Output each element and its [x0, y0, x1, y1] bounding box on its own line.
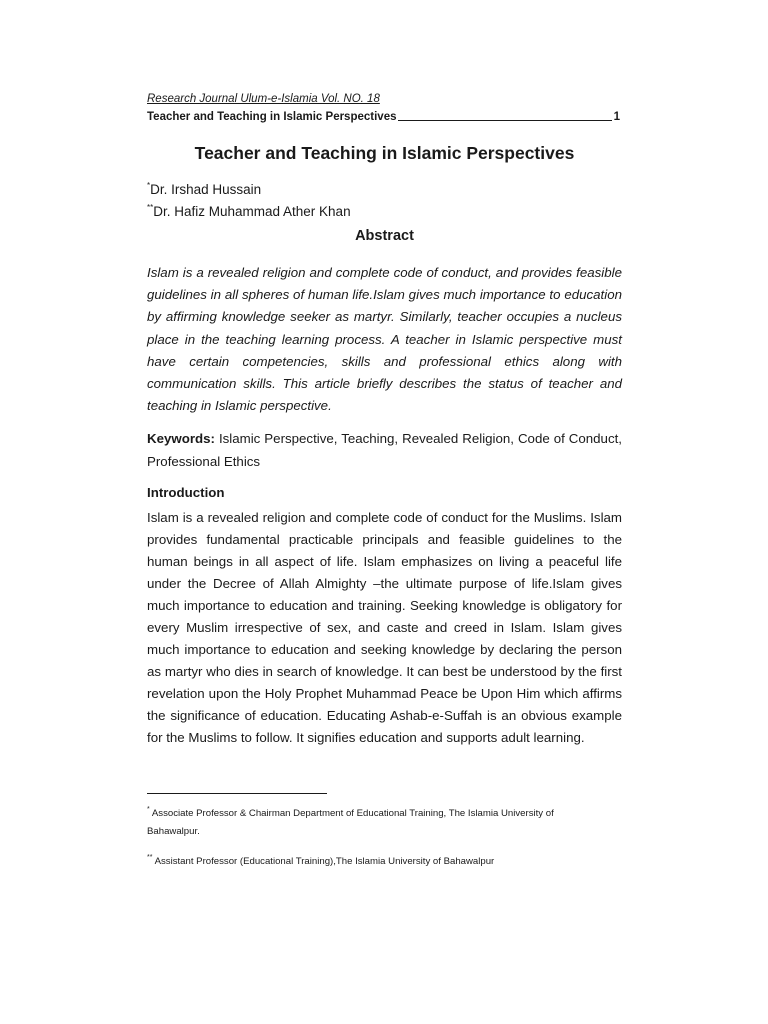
keywords-label: Keywords: — [147, 431, 215, 446]
footnote-2 — [147, 849, 607, 871]
page-number: 1 — [613, 111, 620, 123]
footnote-2-mark: ** — [147, 854, 153, 861]
footnote-separator — [147, 793, 327, 794]
introduction-text: Islam is a revealed religion and complete code of conduct for the Muslims. Islam provides fundamental practicable principals and feasible guidelines to the human beings in all aspect of life. Islam emphasizes on living a peaceful life under the Decree of Allah Almighty –the ultimate purpose of life.Islam gives much importance to education and training. Seeking knowledge is obligatory for every Muslim irrespective of sex, and caste and creed in Islam. Islam gives much importance to education and seeking knowledge by declaring the person as martyr who dies in search of knowledge. It can best be understood by the first revelation upon the Holy Prophet Muhammad Peace be Upon Him which affirms the significance of education. Educating Ashab-e-Suffah is an obvious example for the Muslims to follow. It signifies education and supports adult learning. — [147, 510, 622, 745]
journal-name: Research Journal Ulum-e-Islamia Vol. NO. 18 — [147, 93, 380, 105]
header-rule — [398, 120, 612, 121]
running-title: Teacher and Teaching in Islamic Perspectives — [147, 111, 397, 123]
keywords-text: Islamic Perspective, Teaching, Revealed Religion, Code of Conduct, Professional Ethics — [147, 431, 622, 469]
introduction-heading: Introduction — [147, 485, 225, 500]
footnote-1-mark: * — [147, 806, 150, 813]
author-1 — [147, 181, 261, 197]
author-2 — [147, 203, 351, 219]
author-2-name: Dr. Hafiz Muhammad Ather Khan — [153, 204, 351, 219]
article-title: Teacher and Teaching in Islamic Perspectives — [194, 143, 575, 163]
author-1-name: Dr. Irshad Hussain — [150, 182, 262, 197]
footnote-2-text: Assistant Professor (Educational Training),The Islamia University of Bahawalpur — [154, 856, 495, 867]
footnote-1-text: Associate Professor & Chairman Department of Educational Training, The Islamia University of Bahawalpur. — [147, 808, 554, 837]
keywords — [147, 427, 622, 473]
footnote-1 — [147, 801, 607, 841]
abstract-heading: Abstract — [355, 228, 414, 244]
author-2-mark: ** — [147, 203, 154, 212]
abstract-text: Islam is a revealed religion and complete code of conduct, and provides feasible guidelines in all spheres of human life.Islam gives much importance to education by affirming knowledge seeker as martyr. Similarly, teacher occupies a nucleus place in the teaching learning process. A teacher in Islamic perspective must have certain competencies, skills and professional ethics along with communication skills. This article briefly describes the status of teacher and teaching in Islamic perspective. — [147, 265, 622, 414]
author-1-mark: * — [147, 181, 151, 190]
running-header — [147, 111, 620, 123]
